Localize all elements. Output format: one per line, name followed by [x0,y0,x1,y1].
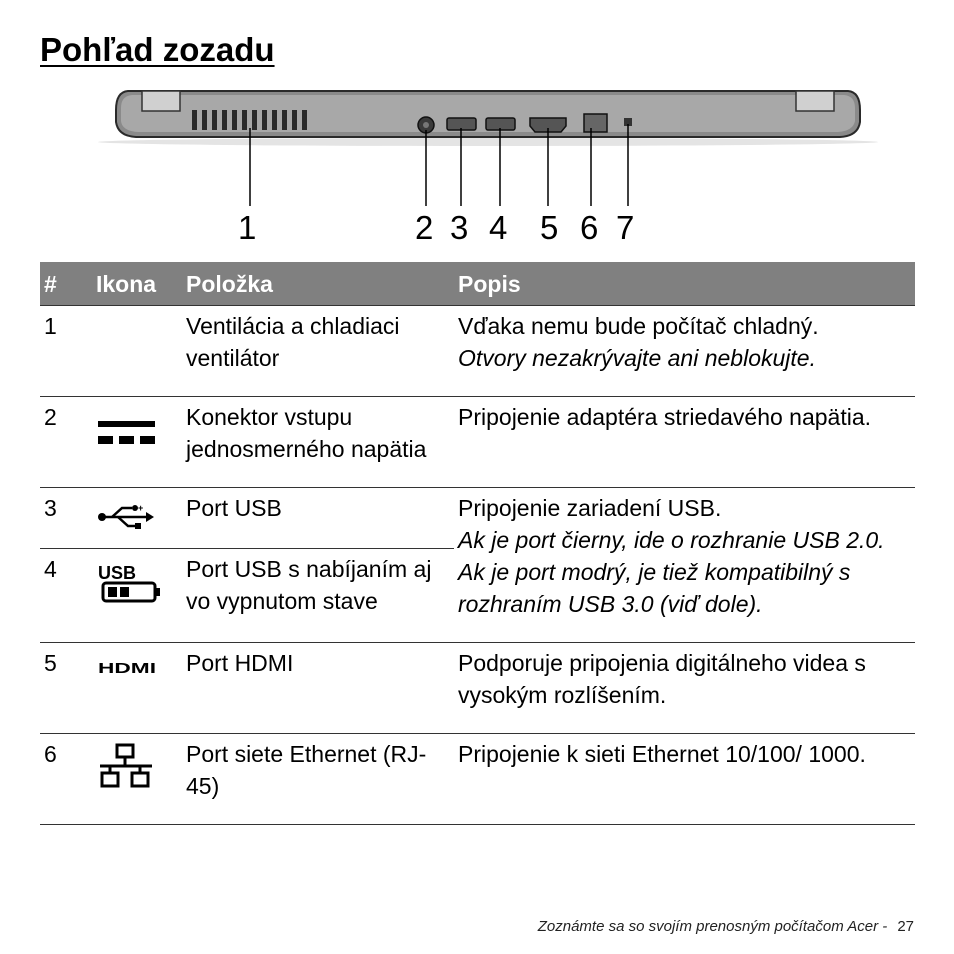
row-number: 5 [40,643,92,734]
row-icon-cell [92,488,182,549]
callout-1: 1 [238,209,257,246]
usb-charge-icon [96,559,162,603]
row-item: Ventilácia a chladiaci ventilátor [182,306,454,397]
table-row [40,643,915,734]
row-description [454,306,915,397]
usb-charge-icon-label: USB [98,562,137,583]
row-description: Podporuje pripojenia digitálneho videa s vysokým rozlíšením. [454,643,915,734]
row-icon-cell [92,643,182,734]
callout-5: 5 [540,209,559,246]
table-row [40,734,915,825]
page-number: 27 [897,918,914,935]
callout-3: 3 [450,209,469,246]
page-footer [538,918,914,935]
callout-6: 6 [580,209,599,246]
row-icon-cell [92,548,182,642]
description-text: Pripojenie zariadení USB. [458,495,722,521]
row-description [454,488,915,643]
svg-text:+: + [138,503,144,513]
table-header-row [40,262,915,306]
dc-in-icon [96,411,156,451]
row-item: Konektor vstupu jednosmerného napätia [182,397,454,488]
hdmi-icon-label: HDMI [98,660,156,677]
ethernet-icon [96,742,156,790]
row-number: 3 [40,488,92,549]
row-item: Port HDMI [182,643,454,734]
column-header-icon: Ikona [92,262,182,306]
table-row [40,488,915,549]
table-row [40,306,915,397]
row-item: Port USB [182,488,454,549]
column-header-description: Popis [454,262,915,306]
row-icon-cell [92,397,182,488]
laptop-rear-view-illustration [0,80,954,255]
description-note: Otvory nezakrývajte ani neblokujte. [458,345,816,371]
footer-text: Zoznámte sa so svojím prenosným počítačom Acer - [537,918,888,935]
row-icon-cell [92,734,182,825]
description-text: Vďaka nemu bude počítač chladný. [458,313,819,339]
ports-table [40,262,915,825]
row-number: 4 [40,548,92,642]
callout-4: 4 [489,209,508,246]
description-note: Ak je port čierny, ide o rozhranie USB 2.0. Ak je port modrý, je tiež kompatibilný s rozhraním USB 3.0 (viď dole). [458,527,885,617]
table-row [40,397,915,488]
row-description: Pripojenie adaptéra striedavého napätia. [454,397,915,488]
row-number: 6 [40,734,92,825]
column-header-item: Položka [182,262,454,306]
callout-2: 2 [415,209,434,246]
row-number: 1 [40,306,92,397]
row-description: Pripojenie k sieti Ethernet 10/100/ 1000. [454,734,915,825]
row-item: Port USB s nabíjaním aj vo vypnutom stave [182,548,454,642]
callout-7: 7 [616,209,635,246]
row-number: 2 [40,397,92,488]
page-title: Pohľad zozadu [40,31,275,68]
row-icon-cell [92,306,182,397]
row-item: Port siete Ethernet (RJ-45) [182,734,454,825]
column-header-number: # [40,262,92,306]
hdmi-icon [96,657,160,679]
usb-icon [96,502,156,532]
